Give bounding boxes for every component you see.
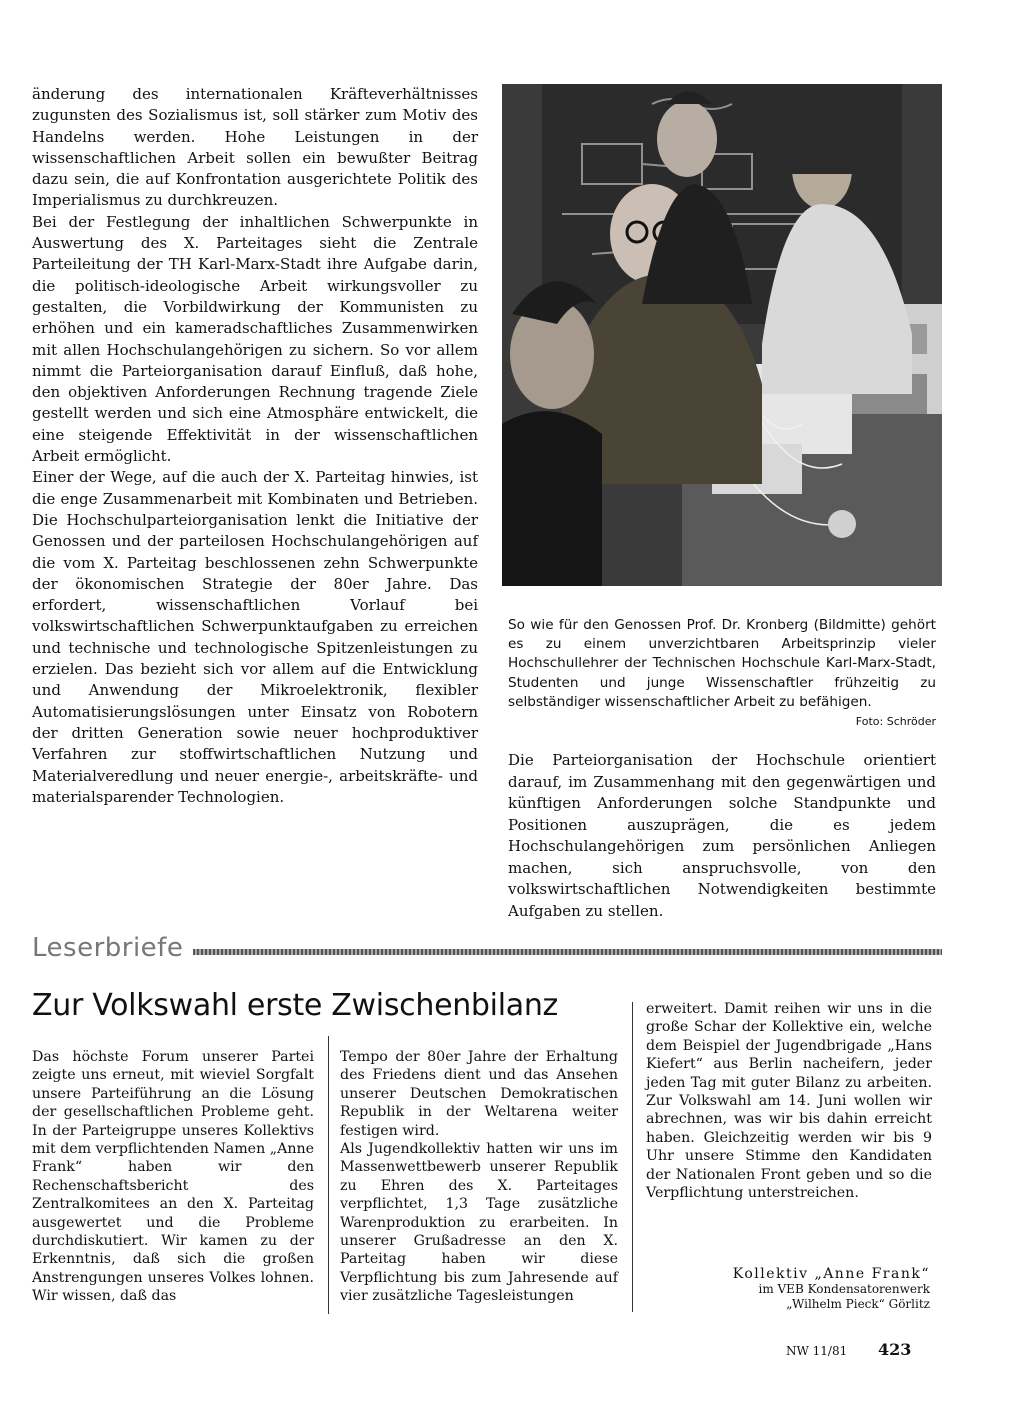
- letter-signature: [640, 1266, 930, 1312]
- article-paragraph: Bei der Festlegung der inhaltlichen Schwerpunkte in Auswertung des X. Parteitages sieht die Zentrale Parteileitung der TH Karl-Marx-Stadt ihre Aufgabe darin, die politisch-ideologische Arbeit wirkungsvoller zu gestalten, die Vorbildwirkung der Kommunisten zu erhöhen und ein kameradschaftliches Zusammenwirken mit allen Hochschulangehörigen zu sichern. So vor allem nimmt die Parteiorganisation darauf Einfluß, daß hohe, den objektiven Anforderungen Rechnung tragende Ziele gestellt werden und sich eine Atmosphäre entwickelt, die eine steigende Effektivität in der wissenschaftlichen Arbeit ermöglicht.: [32, 212, 478, 466]
- letter-paragraph: Tempo der 80er Jahre der Erhaltung des Friedens dient und das Ansehen unserer Deutschen Demokratischen Republik in der Weltarena weiter festigen wird.: [340, 1049, 618, 1139]
- signature-name: Kollektiv „Anne Frank“: [732, 1266, 930, 1282]
- column-divider: [328, 1036, 329, 1314]
- article-paragraph: Die Parteiorganisation der Hochschule orientiert darauf, im Zusammenhang mit den gegenwärtigen und künftigen Anforderungen solche Standpunkte und Positionen auszuprägen, die es jedem Hochschulangehörigen zum persönlichen Anliegen machen, sich anspruchsvolle, von den volkswirtschaftlichen Notwendigkeiten bestimmte Aufgaben zu stellen.: [508, 751, 936, 920]
- letter-paragraph: erweitert. Damit reihen wir uns in die große Schar der Kollektive ein, welche dem Beispiel der Jugendbrigade „Hans Kiefert“ aus Berlin nacheifern, jeder jeden Tag mit guter Bilanz zu arbeiten. Zur Volkswahl am 14. Juni wollen wir abrechnen, was wir bis dahin erreicht haben. Gleichzeitig werden wir bis 9 Uhr unsere Stimme den Kandidaten der Nationalen Front geben und so die Verpflichtung unterstreichen.: [646, 1001, 932, 1202]
- letter-column-1: [32, 1048, 314, 1306]
- letter-headline: Zur Volkswahl erste Zwischenbilanz: [32, 988, 558, 1023]
- page-number: 423: [878, 1340, 912, 1359]
- photo-credit: Foto: Schröder: [855, 715, 936, 729]
- lab-scene-illustration: [502, 84, 942, 586]
- signature-org-line: im VEB Kondensatorenwerk: [758, 1282, 930, 1296]
- issue-label: NW 11/81: [786, 1344, 848, 1358]
- article-paragraph: Einer der Wege, auf die auch der X. Parteitag hinwies, ist die enge Zusammenarbeit mit Kombinaten und Betrieben. Die Hochschulparteiorganisation lenkt die Initiative der Genossen und der parteilosen Hochschulangehörigen auf die vom X. Parteitag beschlossenen zehn Schwerpunkte der ökonomischen Strategie der 80er Jahre. Das erfordert, wissenschaftlichen Vorlauf bei volkswirtschaftlichen Schwerpunktaufgaben zu erreichen und technische und technologische Spitzenleistungen zu erzielen. Das bezieht sich vor allem auf die Entwicklung und Anwendung der Mikroelektronik, flexibler Automatisierungslösungen unter Einsatz von Robotern der dritten Generation sowie neuer hochproduktiver Verfahren zur stoffwirtschaftlichen Nutzung und Materialveredlung und neuer energie-, arbeitskräfte- und materialsparender Technologien.: [32, 468, 478, 806]
- signature-org-line: „Wilhelm Pieck“ Görlitz: [786, 1297, 930, 1311]
- photo-caption: [508, 616, 936, 731]
- column-divider: [632, 1002, 633, 1312]
- section-header: [32, 928, 942, 968]
- letter-column-3: [646, 1000, 932, 1202]
- article-photo: [502, 84, 942, 586]
- section-rule: [193, 949, 942, 955]
- article-paragraph: änderung des internationalen Kräfteverhältnisses zugunsten des Sozialismus ist, soll stärker zum Motiv des Handelns werden. Hohe Leistungen in der wissenschaftlichen Arbeit sollen ein bewußter Beitrag dazu sein, die auf Konfrontation ausgerichtete Politik des Imperialismus zu durchkreuzen.: [32, 85, 478, 210]
- section-label: Leserbriefe: [32, 933, 184, 963]
- letter-paragraph: Als Jugendkollektiv hatten wir uns im Massenwettbewerb unserer Republik zu Ehren des X. Parteitages verpflichtet, 1,3 Tage zusätzliche Warenproduktion zu erarbeiten. In unserer Grußadresse an den X. Parteitag haben wir diese Verpflichtung bis zum Jahresende auf vier zusätzliche Tagesleistungen: [340, 1141, 618, 1305]
- letter-column-2: [340, 1048, 618, 1306]
- letter-paragraph: Das höchste Forum unserer Partei zeigte uns erneut, mit wieviel Sorgfalt unsere Parteiführung an die Lösung der gesellschaftlichen Probleme geht. In der Parteigruppe unseres Kollektivs mit dem verpflichtenden Namen „Anne Frank“ haben wir den Rechenschaftsbericht des Zentralkomitees an den X. Parteitag ausgewertet und die Probleme durchdiskutiert. Wir kamen zu der Erkenntnis, daß sich die großen Anstrengungen unseres Volkes lohnen. Wir wissen, daß das: [32, 1049, 314, 1305]
- article-column-left: [32, 84, 478, 808]
- article-column-right: [508, 750, 936, 922]
- caption-text: So wie für den Genossen Prof. Dr. Kronberg (Bildmitte) gehört es zu einem unverzichtbaren Arbeitsprinzip vieler Hochschullehrer der Technischen Hochschule Karl-Marx-Stadt, Studenten und junge Wissenschaftler frühzeitig zu selbständiger wissenschaftlicher Arbeit zu befähigen.: [508, 617, 936, 710]
